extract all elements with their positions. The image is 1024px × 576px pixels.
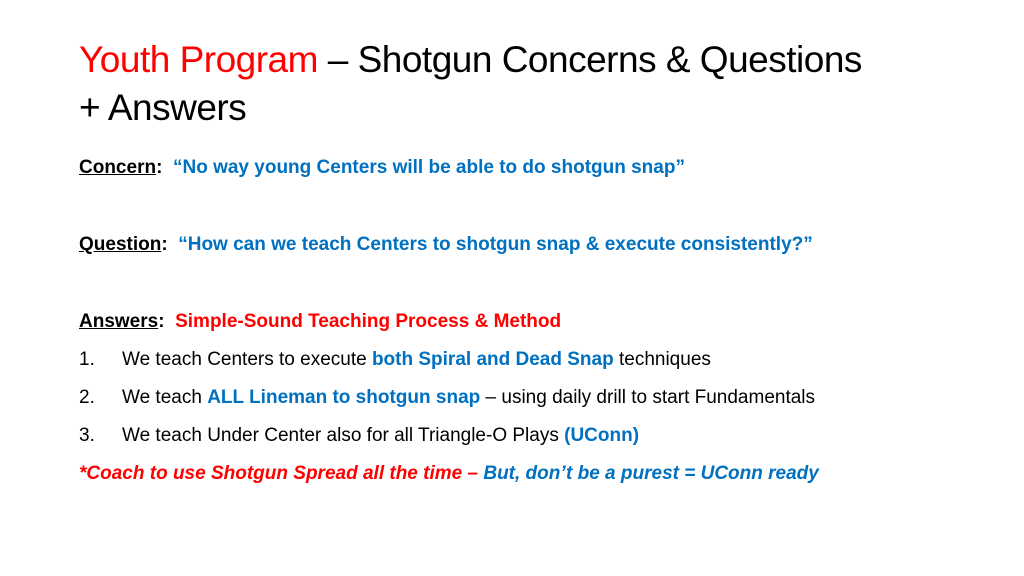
concern-text: “No way young Centers will be able to do shotgun snap”: [172, 157, 685, 178]
question-label: Question: [79, 234, 162, 255]
list-item-tail: techniques: [613, 349, 711, 370]
list-item-number: 1.: [79, 349, 95, 370]
list-item: [79, 349, 711, 371]
slide-title: [79, 36, 979, 132]
answers-label: Answers: [79, 311, 159, 332]
answers-text: Simple-Sound Teaching Process & Method: [175, 311, 562, 332]
title-line2: + Answers: [79, 87, 247, 128]
list-item: [79, 425, 639, 447]
coach-note-blue: But, don’t be a purest = UConn ready: [483, 463, 819, 484]
list-item-text: We teach Under Center also for all Triangle-O Plays: [122, 425, 565, 446]
list-item-highlight: both Spiral and Dead Snap: [371, 349, 614, 370]
list-item-highlight: ALL Lineman to shotgun snap: [207, 387, 481, 408]
answers-line: [79, 311, 561, 333]
list-item-tail: – using daily drill to start Fundamentals: [480, 387, 816, 408]
answers-colon: :: [158, 311, 165, 332]
list-item-text: We teach Centers to execute: [122, 349, 372, 370]
question-line: [79, 234, 813, 256]
question-colon: :: [161, 234, 168, 255]
concern-line: [79, 157, 685, 179]
list-item-text: We teach: [122, 387, 208, 408]
concern-colon: :: [156, 157, 163, 178]
list-item-number: 2.: [79, 387, 95, 408]
title-main: – Shotgun Concerns & Questions: [317, 39, 862, 80]
list-item-number: 3.: [79, 425, 95, 446]
title-highlight: Youth Program: [79, 39, 318, 80]
list-item-highlight: (UConn): [564, 425, 640, 446]
question-text: “How can we teach Centers to shotgun snap & execute consistently?”: [178, 234, 813, 255]
coach-note-red: *Coach to use Shotgun Spread all the time –: [79, 463, 484, 484]
coach-note: [79, 463, 819, 485]
concern-label: Concern: [79, 157, 157, 178]
list-item: [79, 387, 815, 409]
